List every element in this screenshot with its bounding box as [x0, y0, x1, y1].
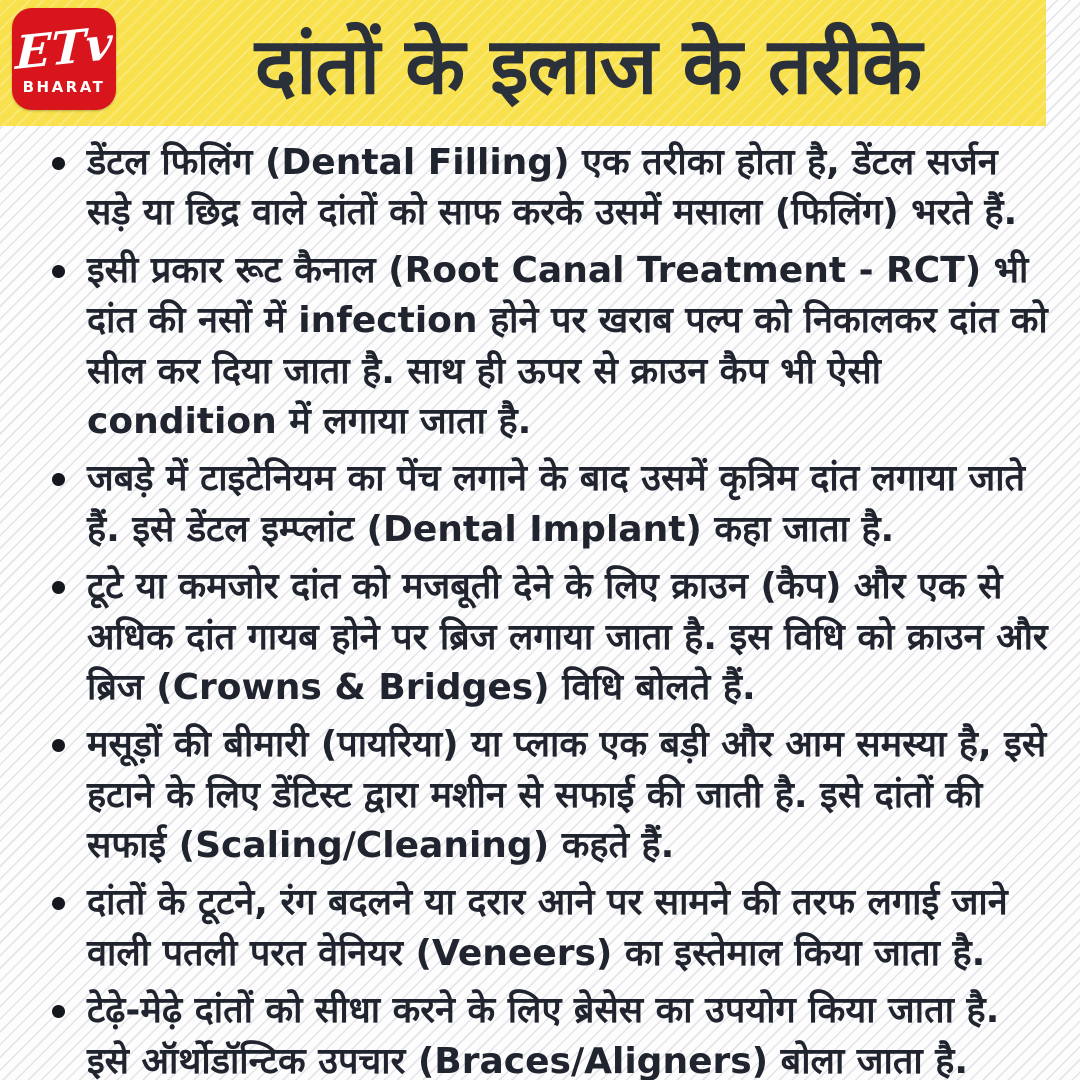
list-item	[52, 454, 1048, 555]
list-item	[52, 138, 1048, 239]
bullet-icon	[52, 473, 65, 486]
etv-logo-icon: ETv	[14, 15, 114, 80]
content-area	[52, 138, 1048, 1080]
bullet-icon	[52, 897, 65, 910]
list-item-text: टेढ़े-मेढ़े दांतों को सीधा करने के लिए ब्रेसेस का उपयोग किया जाता है. इसे ऑर्थोडॉन्टिक उपचार (Braces/Aligners) बोला जाता है.	[87, 990, 1000, 1080]
logo-brand-text: BHARAT	[22, 77, 106, 96]
list-item-text: इसी प्रकार रूट कैनाल (Root Canal Treatment - RCT) भी दांत की नसों में infection होने पर खराब पल्प को निकालकर दांत को सील कर दिया जाता है. साथ ही ऊपर से क्राउन कैप भी ऐसी condition में लगाया जाता है.	[87, 249, 1048, 442]
list-item	[52, 246, 1048, 448]
list-item	[52, 720, 1048, 871]
list-item-text: मसूड़ों की बीमारी (पायरिया) या प्लाक एक बड़ी और आम समस्या है, इसे हटाने के लिए डेंटिस्ट द्वारा मशीन से सफाई की जाती है. इसे दांतों की सफाई (Scaling/Cleaning) कहते हैं.	[87, 724, 1047, 867]
bullet-icon	[52, 265, 65, 278]
bullet-icon	[52, 739, 65, 752]
list-item	[52, 878, 1048, 979]
list-item	[52, 986, 1048, 1080]
bullet-icon	[52, 157, 65, 170]
etv-bharat-logo	[12, 8, 116, 110]
list-item-text: डेंटल फिलिंग (Dental Filling) एक तरीका होता है, डेंटल सर्जन सड़े या छिद्र वाले दांतों को साफ करके उसमें मसाला (फिलिंग) भरते हैं.	[87, 142, 1018, 234]
bullet-icon	[52, 581, 65, 594]
list-item-text: दांतों के टूटने, रंग बदलने या दरार आने पर सामने की तरफ लगाई जाने वाली पतली परत वेनियर (Veneers) का इस्तेमाल किया जाता है.	[87, 882, 1008, 974]
page-title: दांतों के इलाज के तरीके	[254, 22, 922, 112]
list-item	[52, 562, 1048, 713]
list-item-text: टूटे या कमजोर दांत को मजबूती देने के लिए क्राउन (कैप) और एक से अधिक दांत गायब होने पर ब्रिज लगाया जाता है. इस विधि को क्राउन और ब्रिज (Crowns & Bridges) विधि बोलते हैं.	[87, 566, 1048, 708]
bullet-icon	[52, 1005, 65, 1018]
list-item-text: जबड़े में टाइटेनियम का पेंच लगाने के बाद उसमें कृत्रिम दांत लगाया जाते हैं. इसे डेंटल इम्प्लांट (Dental Implant) कहा जाता है.	[87, 458, 1026, 550]
header-band	[0, 0, 1046, 126]
treatment-list	[52, 138, 1048, 1080]
